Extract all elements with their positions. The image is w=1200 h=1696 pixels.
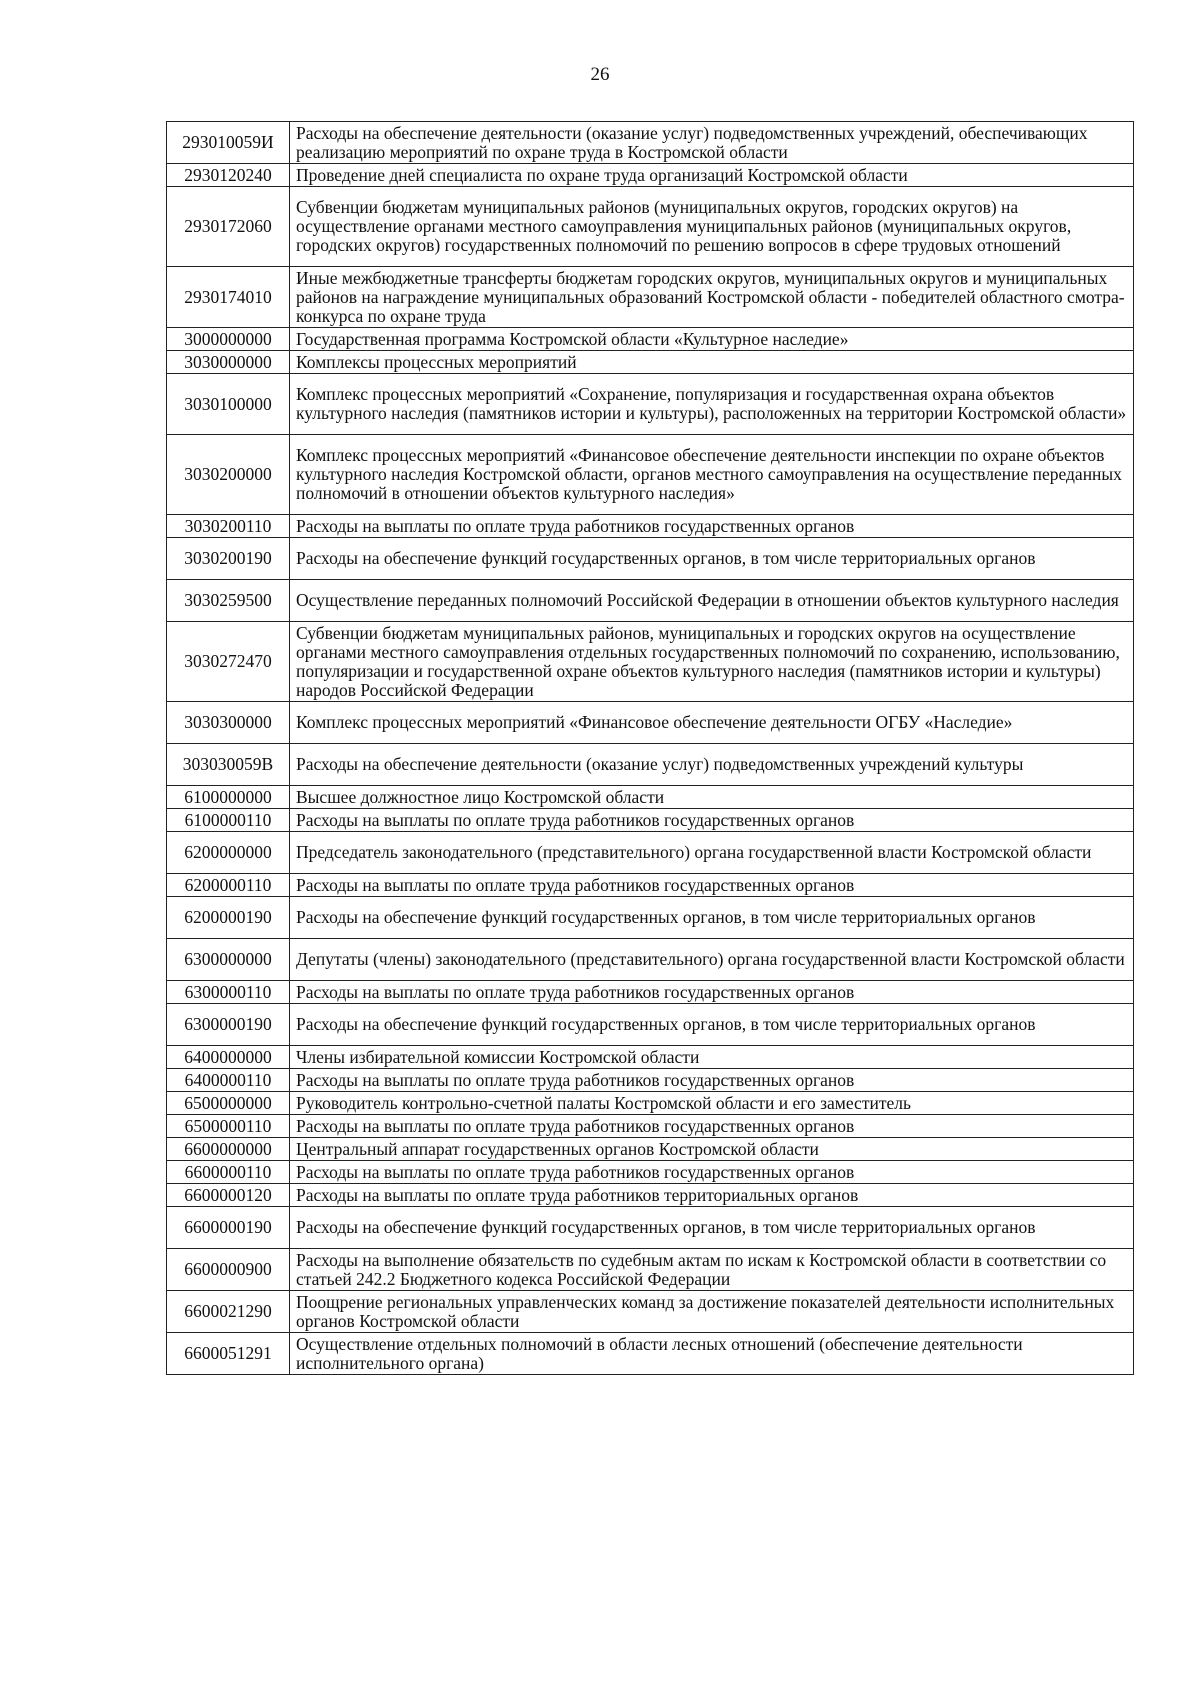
row-description: Руководитель контрольно-счетной палаты Костромской области и его заместитель <box>290 1092 1134 1115</box>
row-description: Осуществление переданных полномочий Российской Федерации в отношении объектов культурного наследия <box>290 580 1134 622</box>
table-body <box>167 122 1134 1375</box>
table-row <box>167 187 1134 267</box>
row-description: Комплекс процессных мероприятий «Сохранение, популяризация и государственная охрана объектов культурного наследия (памятников истории и культуры), расположенных на территории Костромской области» <box>290 374 1134 435</box>
table-row <box>167 1115 1134 1138</box>
row-code: 3030200190 <box>167 538 290 580</box>
row-description: Председатель законодательного (представительного) органа государственной власти Костромской области <box>290 832 1134 874</box>
table-row <box>167 374 1134 435</box>
row-description: Проведение дней специалиста по охране труда организаций Костромской области <box>290 164 1134 187</box>
row-description: Центральный аппарат государственных органов Костромской области <box>290 1138 1134 1161</box>
row-code: 6500000000 <box>167 1092 290 1115</box>
table-row <box>167 328 1134 351</box>
table-row <box>167 897 1134 939</box>
row-description: Расходы на выплаты по оплате труда работников государственных органов <box>290 981 1134 1004</box>
table-row <box>167 786 1134 809</box>
row-code: 3000000000 <box>167 328 290 351</box>
row-description: Комплексы процессных мероприятий <box>290 351 1134 374</box>
table-row <box>167 874 1134 897</box>
row-description: Расходы на выплаты по оплате труда работников государственных органов <box>290 809 1134 832</box>
row-code: 6400000110 <box>167 1069 290 1092</box>
row-code: 6600000900 <box>167 1249 290 1291</box>
table-row <box>167 538 1134 580</box>
row-code: 6300000110 <box>167 981 290 1004</box>
row-code: 6600000190 <box>167 1207 290 1249</box>
row-code: 2930174010 <box>167 267 290 328</box>
table-row <box>167 1046 1134 1069</box>
row-code: 3030100000 <box>167 374 290 435</box>
row-code: 6100000110 <box>167 809 290 832</box>
table-row <box>167 351 1134 374</box>
table-row <box>167 1138 1134 1161</box>
table-row <box>167 809 1134 832</box>
page-number: 26 <box>590 64 610 85</box>
row-description: Субвенции бюджетам муниципальных районов, муниципальных и городских округов на осуществление органами местного самоуправления отдельных государственных полномочий по сохранению, использованию, популяризации и государственной охране объектов культурного наследия (памятников истории и культуры) народов Российской Федерации <box>290 622 1134 702</box>
row-code: 6600051291 <box>167 1333 290 1375</box>
row-description: Расходы на обеспечение деятельности (оказание услуг) подведомственных учреждений, обеспечивающих реализацию мероприятий по охране труда в Костромской области <box>290 122 1134 164</box>
row-description: Расходы на обеспечение деятельности (оказание услуг) подведомственных учреждений культуры <box>290 744 1134 786</box>
row-description: Государственная программа Костромской области «Культурное наследие» <box>290 328 1134 351</box>
row-description: Расходы на выплаты по оплате труда работников государственных органов <box>290 1069 1134 1092</box>
row-description: Депутаты (члены) законодательного (представительного) органа государственной власти Костромской области <box>290 939 1134 981</box>
row-description: Расходы на выплаты по оплате труда работников государственных органов <box>290 515 1134 538</box>
table-row <box>167 939 1134 981</box>
row-description: Субвенции бюджетам муниципальных районов (муниципальных округов, городских округов) на осуществление органами местного самоуправления муниципальных районов (муниципальных округов, городских округов) государственных полномочий по решению вопросов в сфере трудовых отношений <box>290 187 1134 267</box>
row-code: 6600000000 <box>167 1138 290 1161</box>
table-row <box>167 267 1134 328</box>
table-row <box>167 622 1134 702</box>
table-row <box>167 981 1134 1004</box>
row-description: Комплекс процессных мероприятий «Финансовое обеспечение деятельности инспекции по охране объектов культурного наследия Костромской области, органов местного самоуправления на осуществление переданных полномочий в отношении объектов культурного наследия» <box>290 435 1134 515</box>
table-row <box>167 122 1134 164</box>
row-code: 3030000000 <box>167 351 290 374</box>
table-row <box>167 1161 1134 1184</box>
budget-classification-table <box>166 121 1134 1375</box>
row-code: 6400000000 <box>167 1046 290 1069</box>
row-description: Комплекс процессных мероприятий «Финансовое обеспечение деятельности ОГБУ «Наследие» <box>290 702 1134 744</box>
row-code: 293010059И <box>167 122 290 164</box>
row-code: 303030059В <box>167 744 290 786</box>
row-description: Расходы на выплаты по оплате труда работников государственных органов <box>290 1161 1134 1184</box>
table-row <box>167 1004 1134 1046</box>
row-code: 6600000110 <box>167 1161 290 1184</box>
table-row <box>167 1092 1134 1115</box>
row-description: Осуществление отдельных полномочий в области лесных отношений (обеспечение деятельности исполнительного органа) <box>290 1333 1134 1375</box>
row-description: Расходы на выплаты по оплате труда работников территориальных органов <box>290 1184 1134 1207</box>
row-description: Расходы на выплаты по оплате труда работников государственных органов <box>290 874 1134 897</box>
row-description: Расходы на обеспечение функций государственных органов, в том числе территориальных органов <box>290 1207 1134 1249</box>
table-row <box>167 1069 1134 1092</box>
row-code: 3030259500 <box>167 580 290 622</box>
row-description: Расходы на выплаты по оплате труда работников государственных органов <box>290 1115 1134 1138</box>
row-description: Расходы на обеспечение функций государственных органов, в том числе территориальных органов <box>290 538 1134 580</box>
row-code: 6300000000 <box>167 939 290 981</box>
row-code: 2930172060 <box>167 187 290 267</box>
row-description: Расходы на обеспечение функций государственных органов, в том числе территориальных органов <box>290 897 1134 939</box>
table-row <box>167 702 1134 744</box>
row-code: 3030200000 <box>167 435 290 515</box>
row-code: 6500000110 <box>167 1115 290 1138</box>
row-description: Высшее должностное лицо Костромской области <box>290 786 1134 809</box>
table-row <box>167 1184 1134 1207</box>
table-row <box>167 1333 1134 1375</box>
row-description: Поощрение региональных управленческих команд за достижение показателей деятельности исполнительных органов Костромской области <box>290 1291 1134 1333</box>
row-code: 2930120240 <box>167 164 290 187</box>
table-row <box>167 435 1134 515</box>
table-row <box>167 744 1134 786</box>
row-code: 6200000000 <box>167 832 290 874</box>
row-code: 6600000120 <box>167 1184 290 1207</box>
row-description: Иные межбюджетные трансферты бюджетам городских округов, муниципальных округов и муниципальных районов на награждение муниципальных образований Костромской области - победителей областного смотра-конкурса по охране труда <box>290 267 1134 328</box>
row-description: Члены избирательной комиссии Костромской области <box>290 1046 1134 1069</box>
table-row <box>167 515 1134 538</box>
table-row <box>167 832 1134 874</box>
row-code: 3030200110 <box>167 515 290 538</box>
row-code: 6600021290 <box>167 1291 290 1333</box>
row-code: 6200000190 <box>167 897 290 939</box>
table-row <box>167 1291 1134 1333</box>
table-row <box>167 1207 1134 1249</box>
row-code: 3030300000 <box>167 702 290 744</box>
row-code: 6300000190 <box>167 1004 290 1046</box>
row-code: 3030272470 <box>167 622 290 702</box>
row-description: Расходы на выполнение обязательств по судебным актам по искам к Костромской области в соответствии со статьей 242.2 Бюджетного кодекса Российской Федерации <box>290 1249 1134 1291</box>
row-description: Расходы на обеспечение функций государственных органов, в том числе территориальных органов <box>290 1004 1134 1046</box>
table-row <box>167 164 1134 187</box>
row-code: 6200000110 <box>167 874 290 897</box>
table-row <box>167 1249 1134 1291</box>
row-code: 6100000000 <box>167 786 290 809</box>
table-row <box>167 580 1134 622</box>
